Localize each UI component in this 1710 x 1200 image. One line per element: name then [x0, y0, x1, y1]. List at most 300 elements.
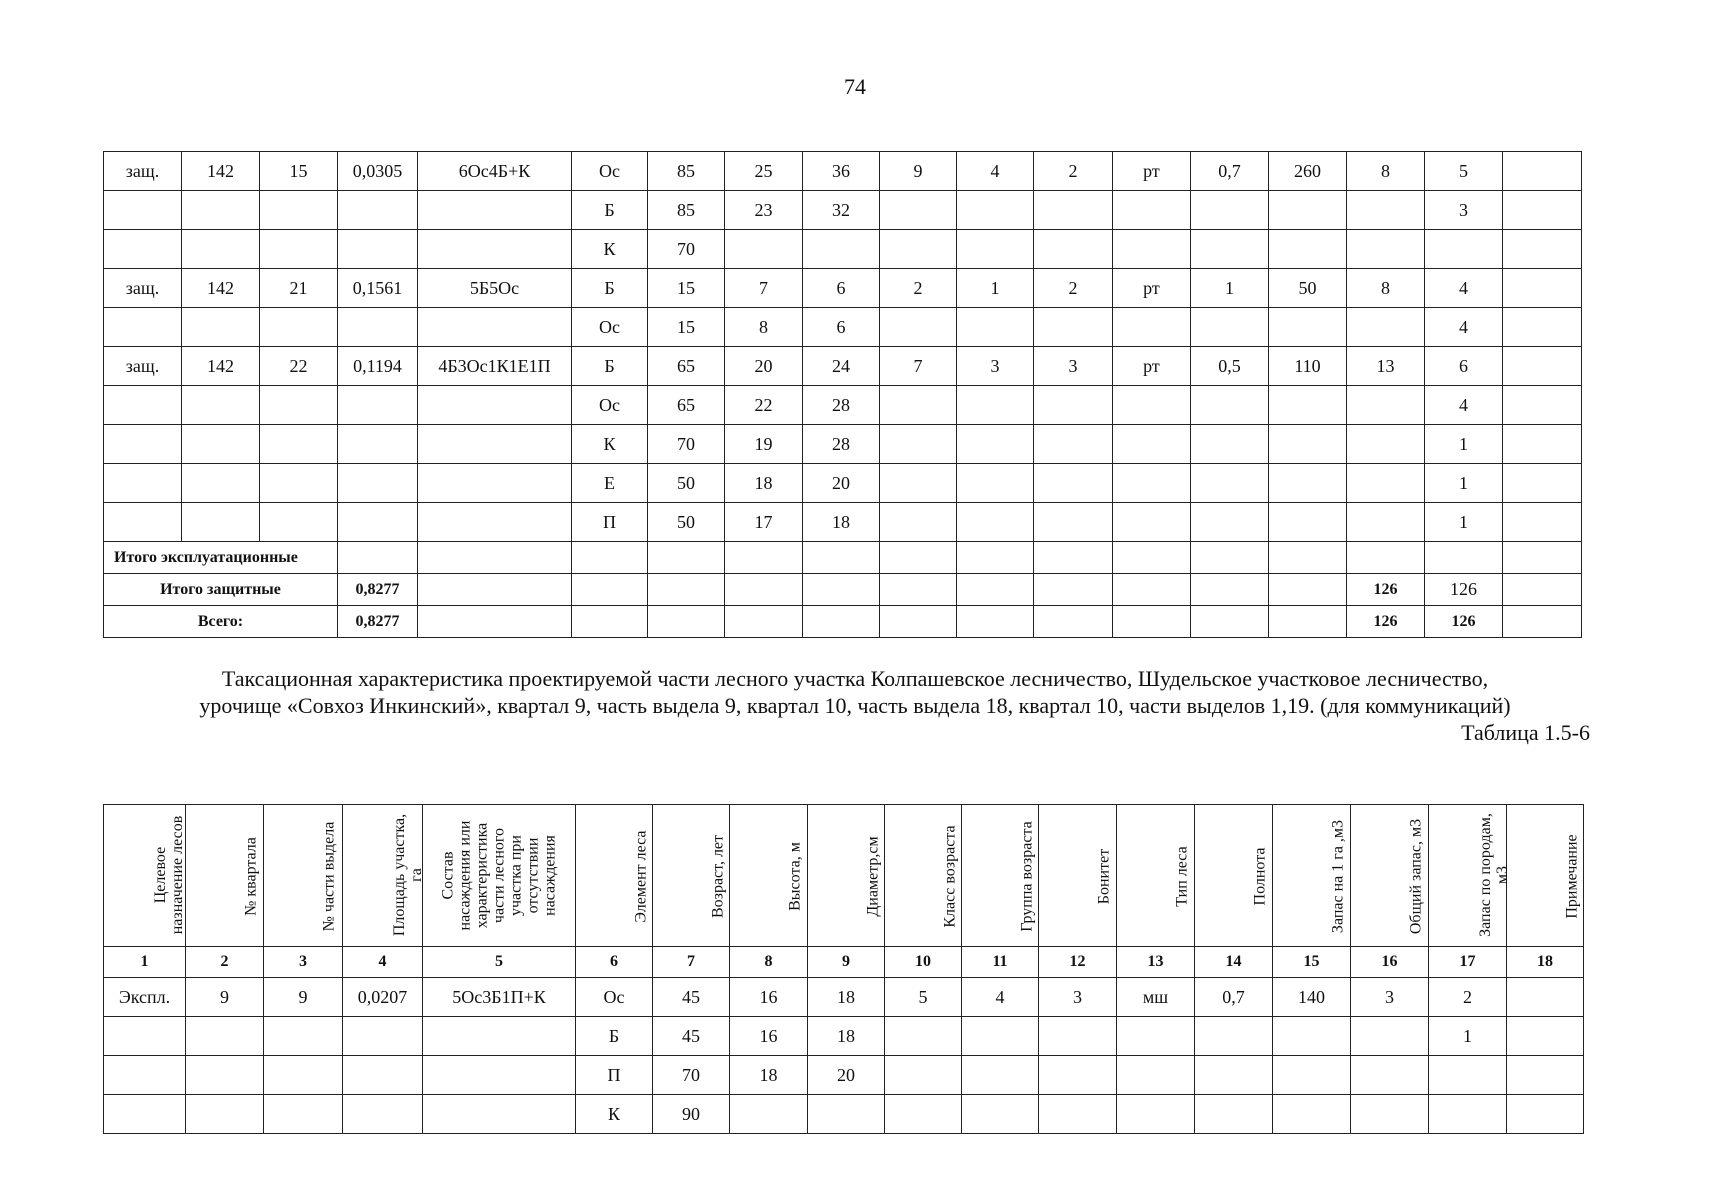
table-cell: 7	[725, 269, 803, 308]
column-header-label: Общий запас, м3	[1407, 818, 1425, 935]
table-cell: 140	[1273, 978, 1351, 1017]
table-cell	[104, 1017, 186, 1056]
total-exploitation-row	[104, 542, 1582, 574]
table-cell	[1034, 308, 1113, 347]
table-row	[104, 1056, 1584, 1095]
table-cell: 15	[648, 269, 725, 308]
table-cell	[104, 230, 182, 269]
column-header	[962, 805, 1039, 947]
table-cell	[423, 1017, 576, 1056]
table-cell	[1034, 425, 1113, 464]
table-cell	[1269, 230, 1347, 269]
total-label: Всего:	[104, 606, 338, 638]
table-cell: 50	[648, 503, 725, 542]
table-cell	[1191, 230, 1269, 269]
table-cell: мш	[1117, 978, 1195, 1017]
column-header-label: Полнота	[1251, 847, 1269, 906]
table-cell	[104, 191, 182, 230]
table-cell	[1191, 464, 1269, 503]
bottom-taxation-table	[103, 804, 1584, 1134]
table-cell	[1347, 464, 1425, 503]
table-cell	[1191, 386, 1269, 425]
table-cell	[1351, 1056, 1429, 1095]
table-cell	[1429, 1095, 1507, 1134]
column-header-label: Запас на 1 га ,м3	[1329, 819, 1347, 934]
table-row	[104, 503, 1582, 542]
table-cell	[418, 386, 572, 425]
table-cell: Б	[576, 1017, 653, 1056]
column-number: 16	[1351, 947, 1429, 978]
table-cell	[418, 464, 572, 503]
column-header-label: Возраст, лет	[709, 834, 727, 919]
table-cell: 1	[1425, 503, 1503, 542]
table-row	[104, 425, 1582, 464]
table-cell	[338, 503, 418, 542]
table-cell: 20	[803, 464, 880, 503]
table-cell: 7	[880, 347, 957, 386]
table-cell	[186, 1017, 264, 1056]
table-cell: 3	[1351, 978, 1429, 1017]
column-number: 3	[264, 947, 343, 978]
table-cell	[1034, 386, 1113, 425]
table-cell: 85	[648, 152, 725, 191]
column-number: 5	[423, 947, 576, 978]
table-cell	[957, 464, 1034, 503]
table-cell	[725, 230, 803, 269]
table-cell	[1034, 464, 1113, 503]
table-cell	[957, 230, 1034, 269]
column-header	[1117, 805, 1195, 947]
column-number: 4	[343, 947, 423, 978]
table-cell	[957, 425, 1034, 464]
table-cell: 22	[725, 386, 803, 425]
table-cell: 24	[803, 347, 880, 386]
table-cell	[957, 386, 1034, 425]
column-header-label: Бонитет	[1095, 848, 1113, 905]
table-cell: 2	[1429, 978, 1507, 1017]
table-cell: 15	[648, 308, 725, 347]
table-cell: 0,7	[1191, 152, 1269, 191]
table-cell: 36	[803, 152, 880, 191]
page-number: 74	[844, 74, 866, 99]
caption-line-1: Таксационная характеристика проектируемой части лесного участка Колпашевское лесничество, Шудельское участковое лесничество,	[221, 666, 1489, 691]
table-cell: 2	[880, 269, 957, 308]
table-cell	[182, 386, 260, 425]
table-cell: Б	[572, 269, 648, 308]
total-protective-row	[104, 574, 1582, 606]
table-cell: 4	[957, 152, 1034, 191]
table-cell	[182, 425, 260, 464]
table-cell	[260, 386, 338, 425]
table-cell: 5Ос3Б1П+К	[423, 978, 576, 1017]
table-cell	[1503, 191, 1582, 230]
table-cell: 0,1561	[338, 269, 418, 308]
table-cell	[1503, 347, 1582, 386]
table-cell	[182, 230, 260, 269]
table-row	[104, 230, 1582, 269]
table-cell: 1	[1429, 1017, 1507, 1056]
column-header	[808, 805, 885, 947]
table-cell: К	[576, 1095, 653, 1134]
table-cell: Ос	[572, 386, 648, 425]
table-cell: 6	[803, 308, 880, 347]
table-cell: 25	[725, 152, 803, 191]
table-cell: 18	[808, 978, 885, 1017]
table-cell	[1113, 425, 1191, 464]
table-cell	[1113, 386, 1191, 425]
table-cell	[343, 1095, 423, 1134]
table-cell	[343, 1017, 423, 1056]
column-number: 14	[1195, 947, 1273, 978]
table-cell	[418, 191, 572, 230]
table-cell	[260, 503, 338, 542]
table-cell	[423, 1056, 576, 1095]
table-cell	[1347, 191, 1425, 230]
total-area: 0,8277	[338, 574, 418, 606]
table-cell	[1503, 503, 1582, 542]
table-cell: 16	[730, 978, 808, 1017]
table-cell	[418, 308, 572, 347]
table-cell	[880, 230, 957, 269]
table-row	[104, 308, 1582, 347]
table-cell	[1503, 425, 1582, 464]
table-caption	[120, 665, 1590, 746]
table-cell	[1503, 308, 1582, 347]
table-cell: Ос	[572, 308, 648, 347]
table-cell: 9	[880, 152, 957, 191]
table-cell	[1191, 308, 1269, 347]
table-cell	[104, 386, 182, 425]
table-cell	[885, 1056, 962, 1095]
table-cell	[338, 230, 418, 269]
table-cell: 18	[803, 503, 880, 542]
column-header-label: Тип леса	[1173, 846, 1191, 907]
table-cell	[182, 191, 260, 230]
table-cell: 23	[725, 191, 803, 230]
table-cell: 18	[725, 464, 803, 503]
table-cell: Ос	[576, 978, 653, 1017]
table-cell: 0,0207	[343, 978, 423, 1017]
table-cell	[1347, 425, 1425, 464]
table-cell	[1034, 230, 1113, 269]
table-cell	[1269, 191, 1347, 230]
table-cell: 20	[808, 1056, 885, 1095]
table-cell: 45	[653, 1017, 730, 1056]
column-number-row	[104, 947, 1584, 978]
table-cell: 3	[1039, 978, 1117, 1017]
table-cell: Ос	[572, 152, 648, 191]
table-cell	[885, 1095, 962, 1134]
table-cell: 17	[725, 503, 803, 542]
column-header	[343, 805, 423, 947]
column-header-label: № части выдела	[320, 821, 338, 932]
table-cell	[186, 1056, 264, 1095]
table-cell	[1503, 464, 1582, 503]
table-cell: 1	[1425, 425, 1503, 464]
table-cell: 0,1194	[338, 347, 418, 386]
column-header	[264, 805, 343, 947]
table-cell	[1117, 1017, 1195, 1056]
column-header-label: Целевое назначение лесов	[152, 815, 186, 935]
table-cell	[1039, 1056, 1117, 1095]
table-cell: 8	[1347, 269, 1425, 308]
table-cell	[1425, 230, 1503, 269]
table-cell: 142	[182, 269, 260, 308]
table-cell	[1503, 230, 1582, 269]
table-cell: рт	[1113, 347, 1191, 386]
table-cell: 3	[1034, 347, 1113, 386]
table-cell	[880, 386, 957, 425]
column-header-label: Элемент леса	[632, 830, 650, 923]
stock-by-species: 126	[1425, 574, 1503, 606]
total-area: 0,8277	[338, 606, 418, 638]
table-cell: 70	[648, 230, 725, 269]
table-cell	[1507, 1017, 1584, 1056]
table-cell: 13	[1347, 347, 1425, 386]
table-cell: 4Б3Ос1К1Е1П	[418, 347, 572, 386]
table-cell: 50	[1269, 269, 1347, 308]
table-cell	[1191, 425, 1269, 464]
table-cell	[186, 1095, 264, 1134]
table-cell: 15	[260, 152, 338, 191]
table-cell: 6	[803, 269, 880, 308]
table-row	[104, 152, 1582, 191]
table-cell: К	[572, 425, 648, 464]
column-number: 6	[576, 947, 653, 978]
table-cell: защ.	[104, 152, 182, 191]
table-cell: 5	[885, 978, 962, 1017]
table-cell: 8	[1347, 152, 1425, 191]
table-cell	[803, 230, 880, 269]
stock-by-species	[1425, 542, 1503, 574]
column-header	[1039, 805, 1117, 947]
table-cell: 9	[264, 978, 343, 1017]
table-cell: 9	[186, 978, 264, 1017]
column-header	[576, 805, 653, 947]
table-cell	[1113, 191, 1191, 230]
table-cell: 45	[653, 978, 730, 1017]
total-label: Итого защитные	[104, 574, 338, 606]
column-header-label: Состав насаждения или характеристика части лесного участка при отсутствии насаждения	[439, 820, 559, 930]
table-cell	[885, 1017, 962, 1056]
table-cell	[1269, 503, 1347, 542]
table-cell	[423, 1095, 576, 1134]
table-row	[104, 191, 1582, 230]
table-cell: 142	[182, 152, 260, 191]
table-cell	[343, 1056, 423, 1095]
table-row	[104, 1095, 1584, 1134]
column-header	[1429, 805, 1511, 947]
table-cell: 3	[1425, 191, 1503, 230]
table-cell: 0,5	[1191, 347, 1269, 386]
table-cell	[1269, 308, 1347, 347]
column-header-label: Группа возраста	[1018, 821, 1036, 932]
table-cell	[880, 503, 957, 542]
table-cell	[182, 503, 260, 542]
table-cell: 260	[1269, 152, 1347, 191]
column-number: 15	[1273, 947, 1351, 978]
table-cell	[260, 230, 338, 269]
table-cell: 21	[260, 269, 338, 308]
column-header	[104, 805, 186, 947]
table-cell: 0,7	[1195, 978, 1273, 1017]
table-cell	[957, 308, 1034, 347]
total-area	[338, 542, 418, 574]
table-cell: 2	[1034, 269, 1113, 308]
table-cell	[1351, 1017, 1429, 1056]
total-stock: 126	[1347, 606, 1425, 638]
table-cell	[1347, 503, 1425, 542]
table-cell	[1195, 1017, 1273, 1056]
column-number: 12	[1039, 947, 1117, 978]
table-cell: Б	[572, 191, 648, 230]
table-cell	[1347, 308, 1425, 347]
table-cell: 22	[260, 347, 338, 386]
table-cell	[104, 503, 182, 542]
column-number: 10	[885, 947, 962, 978]
table-cell: 1	[957, 269, 1034, 308]
table-cell	[1191, 503, 1269, 542]
table-cell	[418, 425, 572, 464]
table-cell	[1117, 1056, 1195, 1095]
column-header	[1273, 805, 1351, 947]
table-cell	[264, 1056, 343, 1095]
table-cell: 4	[962, 978, 1039, 1017]
table-cell: 28	[803, 386, 880, 425]
table-cell: защ.	[104, 347, 182, 386]
table-cell	[1351, 1095, 1429, 1134]
table-cell: 65	[648, 386, 725, 425]
table-row	[104, 464, 1582, 503]
column-number: 13	[1117, 947, 1195, 978]
table-cell	[1503, 269, 1582, 308]
table-cell	[182, 464, 260, 503]
table-cell	[880, 191, 957, 230]
table-cell	[1429, 1056, 1507, 1095]
table-cell: 4	[1425, 386, 1503, 425]
column-header	[1507, 805, 1584, 947]
table-cell	[962, 1017, 1039, 1056]
table-cell	[962, 1095, 1039, 1134]
table-cell: 142	[182, 347, 260, 386]
table-label: Таблица 1.5-6	[1461, 720, 1590, 745]
table-cell	[1503, 152, 1582, 191]
table-cell	[1507, 978, 1584, 1017]
table-cell	[104, 425, 182, 464]
table-cell: 20	[725, 347, 803, 386]
column-header-label: Площадь участка, га	[391, 813, 425, 937]
table-cell: К	[572, 230, 648, 269]
table-cell	[338, 191, 418, 230]
table-cell: 18	[808, 1017, 885, 1056]
table-cell: рт	[1113, 152, 1191, 191]
table-cell: 4	[1425, 269, 1503, 308]
table-cell: 28	[803, 425, 880, 464]
table-cell	[264, 1017, 343, 1056]
table-cell	[880, 308, 957, 347]
table-cell: 90	[653, 1095, 730, 1134]
total-label: Итого эксплуатационные	[104, 542, 338, 574]
table-cell	[1273, 1095, 1351, 1134]
table-cell: 65	[648, 347, 725, 386]
table-cell	[880, 464, 957, 503]
table-cell: 3	[957, 347, 1034, 386]
table-cell	[264, 1095, 343, 1134]
table-cell: 1	[1191, 269, 1269, 308]
table-cell	[1269, 386, 1347, 425]
table-cell	[104, 1095, 186, 1134]
table-cell: П	[572, 503, 648, 542]
table-cell	[1273, 1056, 1351, 1095]
header-row	[104, 805, 1584, 947]
table-cell	[182, 308, 260, 347]
table-cell: 6	[1425, 347, 1503, 386]
table-row	[104, 347, 1582, 386]
column-header	[885, 805, 962, 947]
grand-total-row	[104, 606, 1582, 638]
table-cell: 2	[1034, 152, 1113, 191]
table-cell: 5Б5Ос	[418, 269, 572, 308]
table-row	[104, 386, 1582, 425]
table-cell	[260, 191, 338, 230]
table-cell	[338, 386, 418, 425]
table-cell	[1195, 1095, 1273, 1134]
table-cell	[1034, 503, 1113, 542]
total-stock	[1347, 542, 1425, 574]
column-number: 1	[104, 947, 186, 978]
table-cell	[260, 464, 338, 503]
table-cell: 6Ос4Б+К	[418, 152, 572, 191]
table-cell: 5	[1425, 152, 1503, 191]
column-header	[730, 805, 808, 947]
table-cell: 85	[648, 191, 725, 230]
table-cell: Экспл.	[104, 978, 186, 1017]
table-cell: рт	[1113, 269, 1191, 308]
table-cell: 4	[1425, 308, 1503, 347]
column-number: 2	[186, 947, 264, 978]
table-cell: Е	[572, 464, 648, 503]
table-cell	[957, 503, 1034, 542]
total-stock: 126	[1347, 574, 1425, 606]
column-header-label: Диаметр,см	[864, 836, 882, 917]
table-cell	[730, 1095, 808, 1134]
column-header	[186, 805, 264, 947]
table-cell	[1503, 386, 1582, 425]
column-number: 11	[962, 947, 1039, 978]
table-cell	[418, 230, 572, 269]
table-cell: 70	[653, 1056, 730, 1095]
table-cell: 16	[730, 1017, 808, 1056]
table-cell: 32	[803, 191, 880, 230]
column-header	[1351, 805, 1429, 947]
table-cell	[1034, 191, 1113, 230]
table-cell	[808, 1095, 885, 1134]
column-number: 7	[653, 947, 730, 978]
column-number: 17	[1429, 947, 1507, 978]
table-cell: 1	[1425, 464, 1503, 503]
table-cell	[104, 308, 182, 347]
table-cell	[104, 1056, 186, 1095]
table-cell	[418, 503, 572, 542]
table-cell	[1347, 386, 1425, 425]
table-cell: 110	[1269, 347, 1347, 386]
caption-line-2: урочище «Совхоз Инкинский», квартал 9, часть выдела 9, квартал 10, часть выдела 18, квартал 10, части выделов 1,19. (для коммуникаций)	[199, 693, 1511, 718]
table-cell	[1269, 425, 1347, 464]
table-cell	[1507, 1095, 1584, 1134]
column-header-label: № квартала	[242, 837, 260, 916]
table-cell	[1347, 230, 1425, 269]
table-cell	[338, 464, 418, 503]
